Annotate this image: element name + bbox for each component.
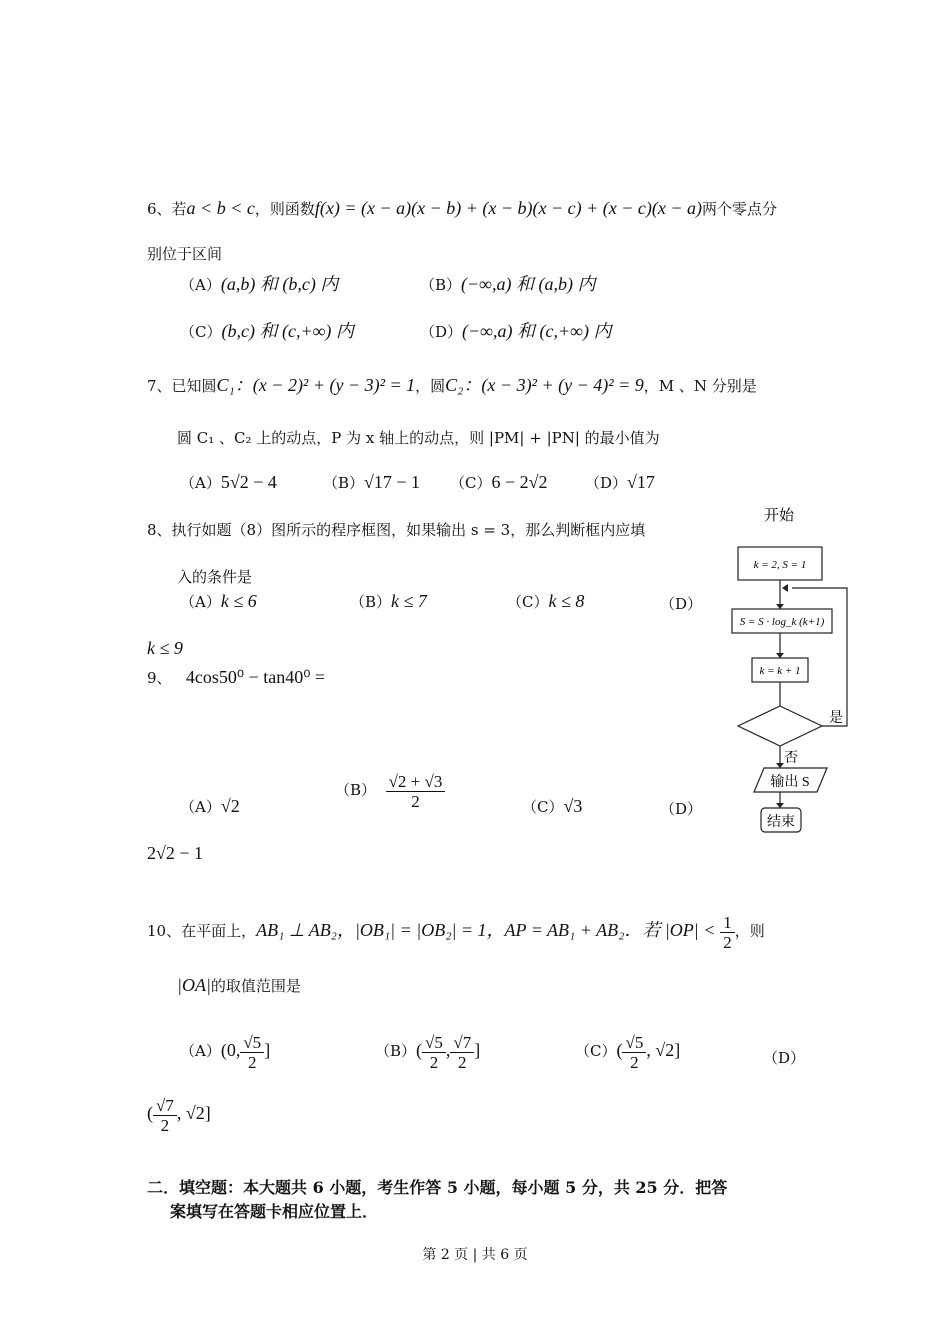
option-text: (a,b) 和 (b,c) 内 bbox=[220, 274, 339, 294]
denominator: 2 bbox=[723, 932, 732, 952]
q6-mid: ，则函数 bbox=[254, 200, 315, 218]
q9-option-c bbox=[522, 796, 582, 817]
option-text: √17 − 1 bbox=[364, 472, 421, 492]
q7-circle2: C₂：(x − 3)² + (y − 4)² = 9 bbox=[445, 375, 644, 395]
q6-tail: 两个零点分 bbox=[702, 200, 778, 218]
fraction bbox=[153, 1096, 177, 1135]
q7-option-c bbox=[450, 472, 548, 493]
option-text: (b,c) 和 (c,+∞) 内 bbox=[221, 321, 354, 341]
q9-option-d-text: 2√2 − 1 bbox=[147, 843, 204, 863]
step1-text: S = S · log_k (k+1) bbox=[739, 616, 825, 628]
q9-option-d-label: （D） bbox=[660, 800, 703, 818]
q10-question: 的取值范围是 bbox=[210, 977, 301, 995]
option-label: （B） bbox=[375, 1042, 417, 1060]
q7-lead: 7、已知圆 bbox=[147, 377, 217, 395]
denominator: 2 bbox=[429, 1052, 439, 1072]
option-text: k ≤ 7 bbox=[391, 591, 427, 611]
option-pre: ( bbox=[616, 1040, 623, 1060]
q10-line1 bbox=[147, 910, 765, 952]
option-text: (−∞,a) 和 (a,b) 内 bbox=[461, 274, 596, 294]
q10-op: ．若 |OP| < bbox=[624, 920, 716, 940]
q9-formula: 4cos50⁰ − tan40⁰ = bbox=[185, 667, 326, 687]
fraction bbox=[622, 1033, 646, 1072]
no-label: 否 bbox=[784, 751, 798, 766]
option-text: k ≤ 8 bbox=[548, 591, 585, 611]
q6-option-c bbox=[180, 321, 354, 342]
q10-line2 bbox=[177, 975, 301, 996]
q9-option-b bbox=[335, 765, 445, 815]
q8-line2: 入的条件是 bbox=[177, 568, 253, 586]
fraction bbox=[450, 1033, 474, 1072]
q6-formula: f(x) = (x − a)(x − b) + (x − b)(x − c) + (x − c)(x − a) bbox=[314, 198, 702, 218]
q8-option-a bbox=[180, 591, 257, 612]
q10-ap: AP = AB₁ + AB₂ bbox=[504, 920, 625, 940]
section-heading-line1: 二．填空题：本大题共 6 小题，考生作答 5 小题，每小题 5 分，共 25 分．把答 bbox=[147, 1178, 728, 1197]
numerator: √5 bbox=[240, 1033, 264, 1053]
q10-tail: ，则 bbox=[734, 922, 765, 940]
option-label: （A） bbox=[180, 474, 221, 492]
option-post: ] bbox=[264, 1040, 271, 1060]
option-label: （D） bbox=[585, 474, 628, 492]
numerator: 1 bbox=[720, 913, 735, 933]
option-label: （C） bbox=[180, 323, 222, 341]
numerator: √7 bbox=[450, 1033, 474, 1053]
decision-diamond bbox=[738, 706, 822, 746]
fraction bbox=[240, 1033, 264, 1072]
section-heading-line2: 案填写在答题卡相应位置上． bbox=[170, 1202, 379, 1221]
q6-option-d bbox=[420, 321, 611, 342]
q6-line1 bbox=[147, 198, 777, 219]
denominator: 2 bbox=[248, 1052, 257, 1072]
denominator: 2 bbox=[160, 1115, 170, 1135]
option-post: , √2] bbox=[176, 1103, 211, 1123]
q6-option-a bbox=[180, 274, 338, 295]
option-label: （C） bbox=[450, 474, 492, 492]
option-text: √2 bbox=[220, 796, 240, 816]
q9-option-a bbox=[180, 796, 240, 817]
option-label: （B） bbox=[350, 593, 392, 611]
option-mid: , bbox=[445, 1040, 451, 1060]
option-text: k ≤ 6 bbox=[220, 591, 257, 611]
q8-line1: 8、执行如题（8）图所示的程序框图，如果输出 s = 3，那么判断框内应填 bbox=[147, 521, 646, 539]
option-label: （B） bbox=[420, 276, 462, 294]
numerator: √2 + √3 bbox=[386, 772, 446, 792]
q10-option-b bbox=[375, 1025, 480, 1076]
q10-option-c bbox=[575, 1025, 680, 1076]
denominator: 2 bbox=[458, 1052, 467, 1072]
q10-norms: ，|OB₁| = |OB₂| = 1， bbox=[336, 920, 505, 940]
numerator: √7 bbox=[153, 1096, 177, 1116]
q6-lead: 6、若 bbox=[147, 200, 187, 218]
option-label: （C） bbox=[575, 1042, 617, 1060]
q8-option-b bbox=[350, 591, 427, 612]
q7-line2: 圆 C₁ 、C₂ 上的动点，P 为 x 轴上的动点，则 |PM| + |PN| 的最小值为 bbox=[177, 429, 660, 447]
option-label: （D） bbox=[420, 323, 463, 341]
fraction bbox=[422, 1033, 446, 1072]
yes-label: 是 bbox=[829, 711, 843, 726]
q8-option-d-text: k ≤ 9 bbox=[147, 638, 183, 658]
q7-line1 bbox=[147, 375, 757, 396]
flowchart bbox=[712, 500, 862, 840]
end-label: 结束 bbox=[767, 815, 795, 830]
q10-oa: |OA| bbox=[177, 975, 211, 995]
q10-option-d-label: （D） bbox=[763, 1049, 806, 1067]
q6-line2: 别位于区间 bbox=[147, 245, 223, 263]
page-footer: 第 2 页 | 共 6 页 bbox=[422, 1247, 528, 1263]
q7-circle1: C₁：(x − 2)² + (y − 3)² = 1 bbox=[216, 375, 416, 395]
option-post: ] bbox=[474, 1040, 481, 1060]
q9-lead: 9、 bbox=[147, 669, 172, 687]
start-label: 开始 bbox=[764, 508, 795, 524]
fraction bbox=[386, 772, 446, 811]
denominator: 2 bbox=[630, 1052, 639, 1072]
q7-option-a bbox=[180, 472, 277, 493]
q10-lead: 10、在平面上， bbox=[147, 922, 257, 940]
option-text: 5√2 − 4 bbox=[220, 472, 277, 492]
q6-condition: a < b < c bbox=[186, 198, 255, 218]
q7-option-d bbox=[585, 472, 655, 493]
output-text: 输出 S bbox=[770, 775, 810, 790]
option-text: (−∞,a) 和 (c,+∞) 内 bbox=[462, 321, 612, 341]
fraction bbox=[720, 913, 735, 952]
q6-option-b bbox=[420, 274, 596, 295]
option-label: （A） bbox=[180, 593, 221, 611]
option-label: （B） bbox=[335, 781, 377, 799]
q8-option-d-label: （D） bbox=[660, 595, 703, 613]
option-label: （C） bbox=[507, 593, 549, 611]
option-label: （A） bbox=[180, 276, 221, 294]
option-pre: ( bbox=[147, 1103, 153, 1123]
option-text: √17 bbox=[627, 472, 655, 492]
option-label: （A） bbox=[180, 1042, 221, 1060]
option-label: （A） bbox=[180, 798, 221, 816]
option-pre: (0, bbox=[220, 1040, 241, 1060]
q7-option-b bbox=[323, 472, 420, 493]
q7-mid: ，圆 bbox=[415, 377, 446, 395]
q10-perp: AB₁ ⊥ AB₂ bbox=[256, 920, 337, 940]
option-text: 6 − 2√2 bbox=[491, 472, 548, 492]
option-post: , √2] bbox=[646, 1040, 681, 1060]
option-label: （C） bbox=[522, 798, 564, 816]
denominator: 2 bbox=[411, 791, 420, 811]
q9-line1 bbox=[147, 667, 325, 688]
init-text: k = 2, S = 1 bbox=[753, 559, 807, 571]
option-label: （B） bbox=[323, 474, 365, 492]
q8-option-c bbox=[507, 591, 584, 612]
q7-tail: ，M 、N 分别是 bbox=[643, 377, 757, 395]
option-pre: ( bbox=[416, 1040, 423, 1060]
option-text: √3 bbox=[563, 796, 583, 816]
step2-text: k = k + 1 bbox=[759, 665, 801, 677]
q10-option-d bbox=[147, 1088, 211, 1139]
q10-option-a bbox=[180, 1025, 270, 1076]
numerator: √5 bbox=[422, 1033, 446, 1053]
numerator: √5 bbox=[622, 1033, 646, 1053]
